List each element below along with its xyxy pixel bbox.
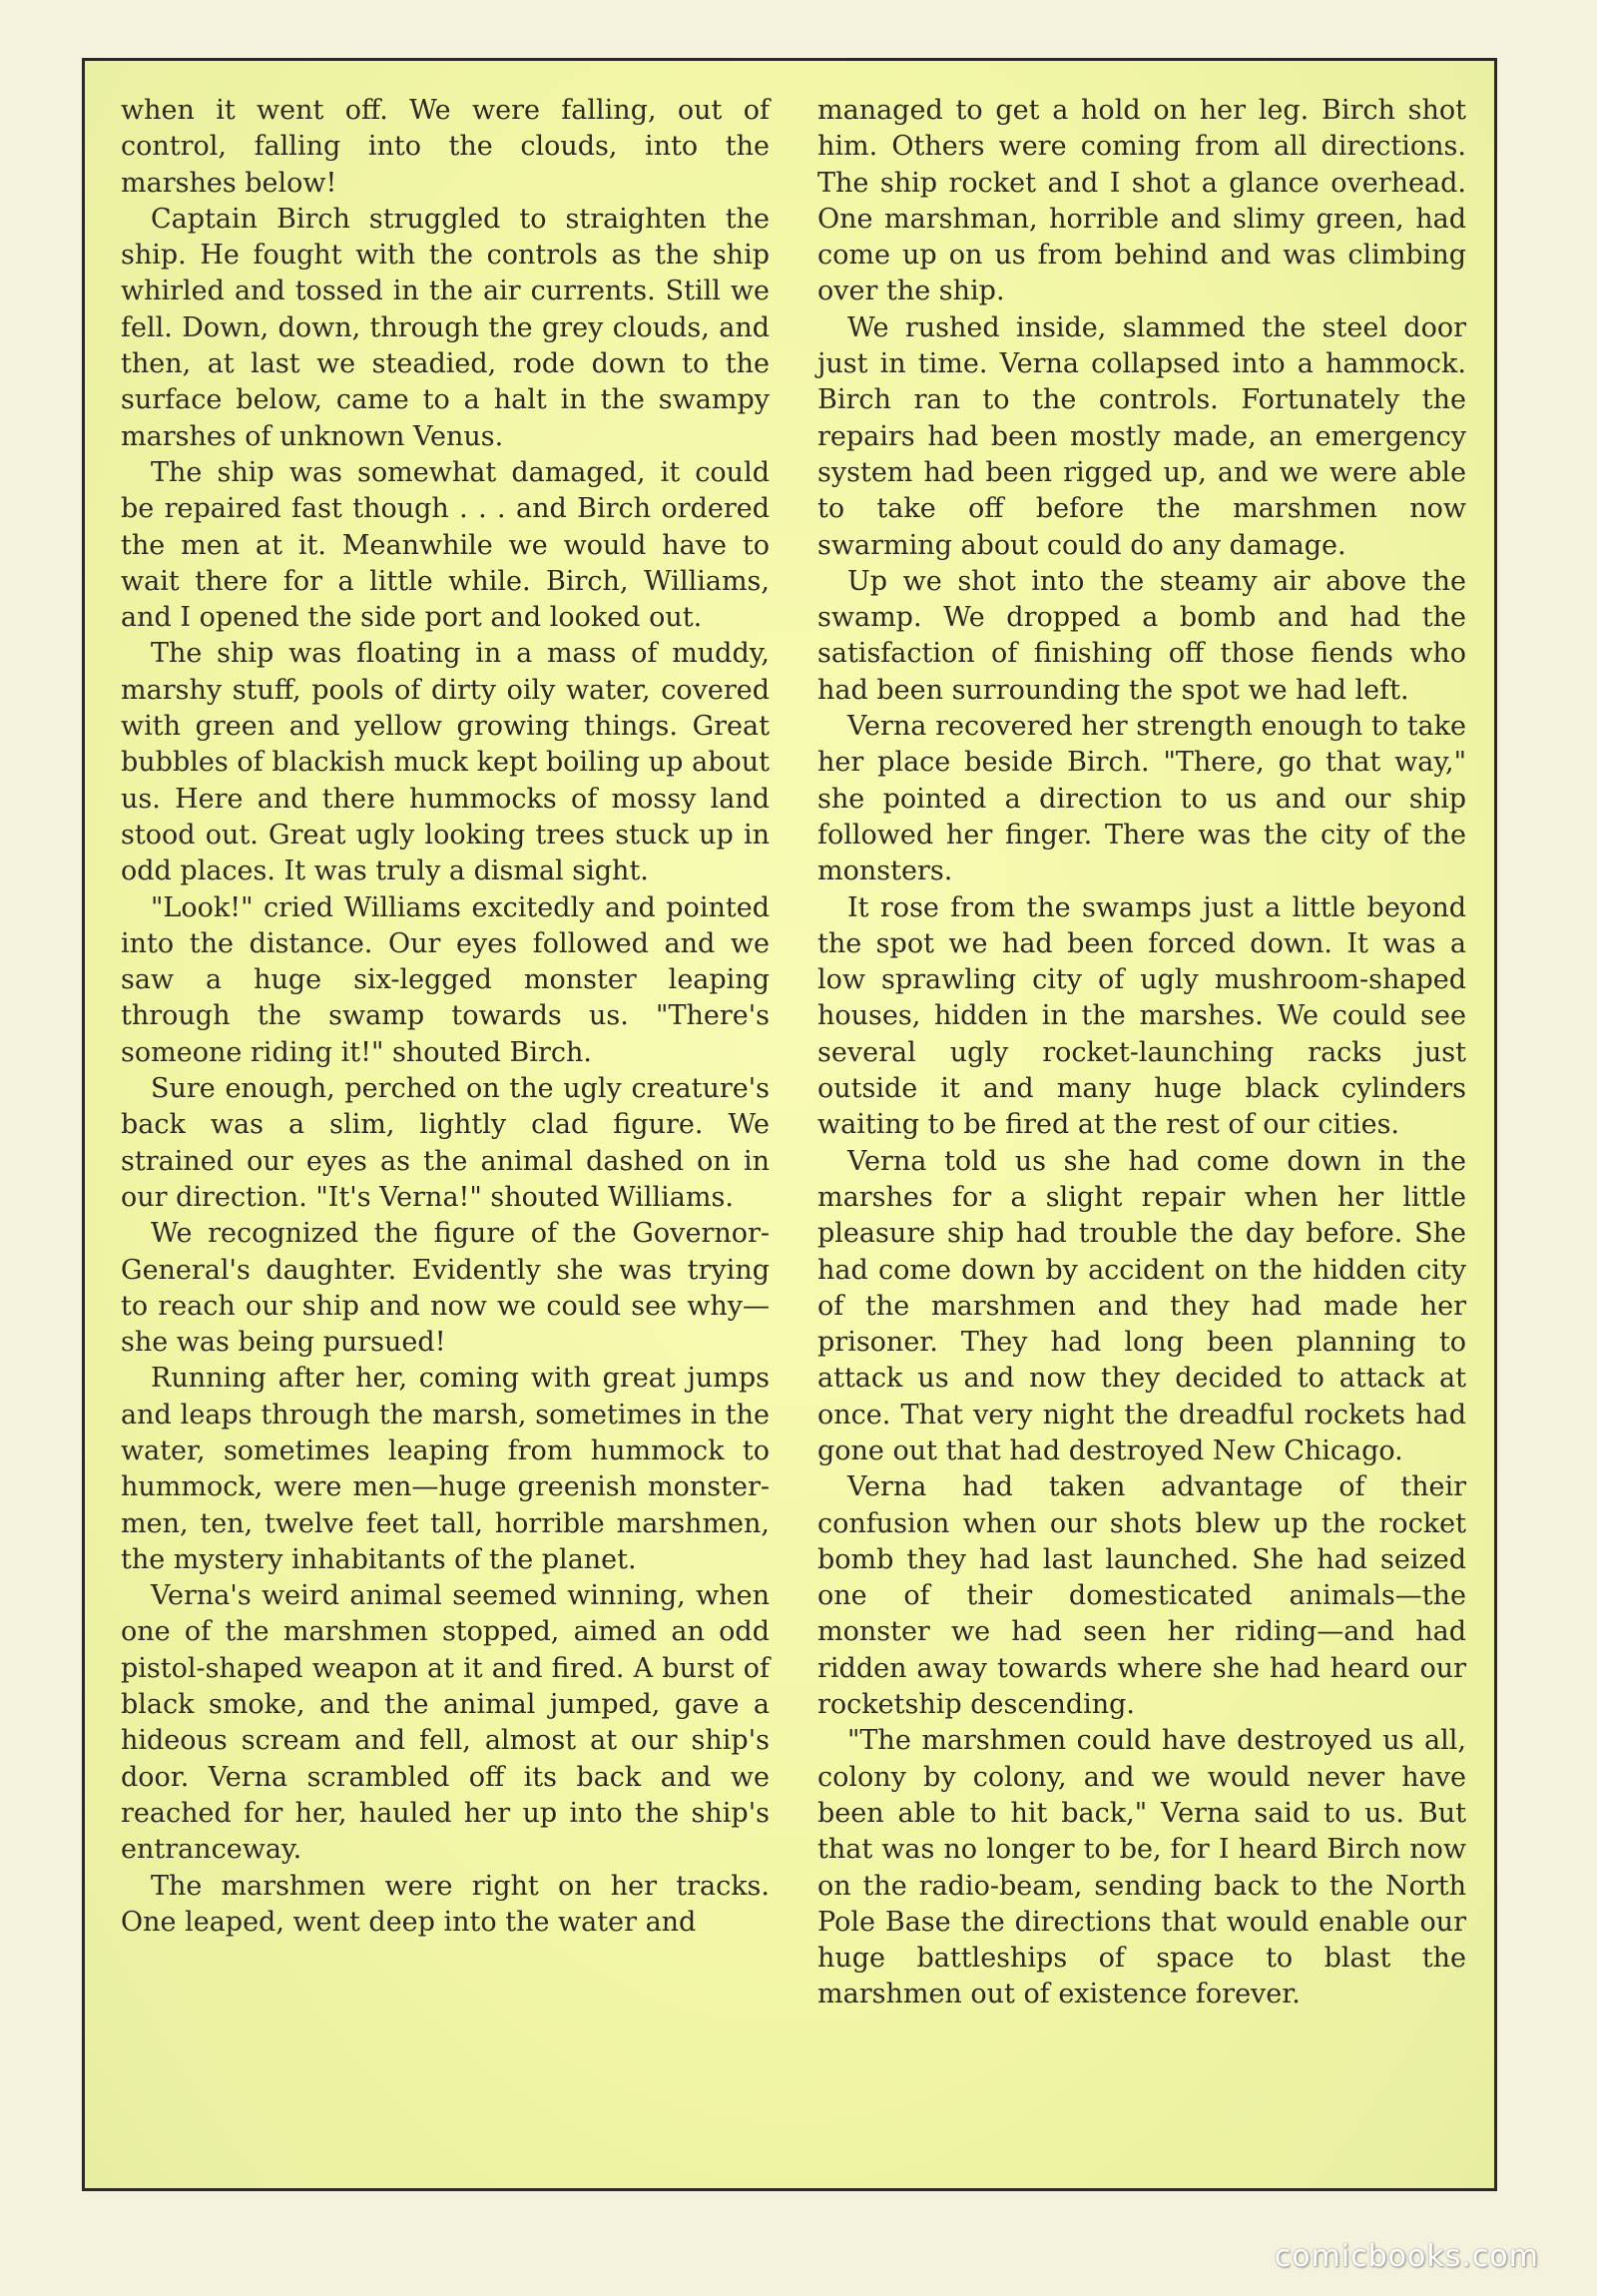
story-text-panel (82, 58, 1497, 2191)
paragraph: The marshmen were right on her tracks. One leaped, went deep into the water and (121, 1870, 770, 1938)
paragraph: We rushed inside, slammed the steel door just in time. Verna collapsed into a hammock. Birch ran to the controls. Fortunately the repairs had been mostly made, an emergency system had been rigged up, and we were able to take off before the marshmen now swarming about could do any damage. (817, 311, 1466, 561)
paragraph: "Look!" cried Williams excitedly and pointed into the distance. Our eyes followed and we saw a huge six-legged monster leaping through the swamp towards us. "There's someone riding it!" shouted Birch. (121, 891, 770, 1068)
paragraph: Verna had taken advantage of their confusion when our shots blew up the rocket bomb they had last launched. She had seized one of their domesticated animals—the monster we had seen her riding—and had ridden away towards where she had heard our rocketship descending. (817, 1471, 1466, 1721)
paragraph: We recognized the figure of the Governor-General's daughter. Evidently she was trying to reach our ship and now we could see why—she was being pursued! (121, 1218, 770, 1359)
paragraph: Verna's weird animal seemed winning, when one of the marshmen stopped, aimed an odd pistol-shaped weapon at it and fired. A burst of black smoke, and the animal jumped, gave a hideous scream and fell, almost at our ship's door. Verna scrambled off its back and we reached for her, hauled her up into the ship's entranceway. (121, 1580, 770, 1866)
paragraph: managed to get a hold on her leg. Birch shot him. Others were coming from all directions. The ship rocket and I shot a glance overhead. One marshman, horrible and slimy green, had come up on us from behind and was climbing over the ship. (817, 95, 1466, 307)
paragraph: Running after her, coming with great jumps and leaps through the marsh, sometimes in the water, sometimes leaping from hummock to hummock, were men—huge greenish monster-men, ten, twelve feet tall, horrible marshmen, the mystery inhabitants of the planet. (121, 1363, 770, 1575)
paragraph: The ship was somewhat damaged, it could be repaired fast though . . . and Birch ordered the men at it. Meanwhile we would have to wait there for a little while. Birch, Williams, and I opened the side port and looked out. (121, 456, 770, 634)
site-watermark: comicbooks.com (1274, 2239, 1539, 2274)
paragraph: It rose from the swamps just a little beyond the spot we had been forced down. It was a low sprawling city of ugly mushroom-shaped houses, hidden in the marshes. We could see several ugly rocket-launching racks just outside it and many huge black cylinders waiting to be fired at the rest of our cities. (817, 891, 1466, 1141)
paragraph: "The marshmen could have destroyed us all, colony by colony, and we would never have been able to hit back," Verna said to us. But that was no longer to be, for I heard Birch now on the radio-beam, sending back to the North Pole Base the directions that would enable our huge battleships of space to blast the marshmen out of existence forever. (817, 1725, 1466, 2010)
paragraph: The ship was floating in a mass of muddy, marshy stuff, pools of dirty oily water, covered with green and yellow growing things. Great bubbles of blackish muck kept boiling up about us. Here and there hummocks of mossy land stood out. Great ugly looking trees stuck up in odd places. It was truly a dismal sight. (121, 638, 770, 887)
paragraph: Verna told us she had come down in the marshes for a slight repair when her little pleasure ship had trouble the day before. She had come down by accident on the hidden city of the marshmen and they had made her prisoner. They had long been planning to attack us and now they decided to attack at once. That very night the dreadful rockets had gone out that had destroyed New Chicago. (817, 1145, 1466, 1466)
paragraph: when it went off. We were falling, out of control, falling into the clouds, into the marshes below! (121, 95, 770, 199)
right-text-column (817, 93, 1466, 2013)
paragraph: Sure enough, perched on the ugly creature's back was a slim, lightly clad figure. We strained our eyes as the animal dashed on in our direction. "It's Verna!" shouted Williams. (121, 1073, 770, 1213)
paragraph: Captain Birch struggled to straighten the ship. He fought with the controls as the ship whirled and tossed in the air currents. Still we fell. Down, down, through the grey clouds, and then, at last we steadied, rode down to the surface below, came to a halt in the swampy marshes of unknown Venus. (121, 203, 770, 452)
paragraph: Verna recovered her strength enough to take her place beside Birch. "There, go that way," she pointed a direction to us and our ship followed her finger. There was the city of the monsters. (817, 711, 1466, 887)
paragraph: Up we shot into the steamy air above the swamp. We dropped a bomb and had the satisfaction of finishing off those fiends who had been surrounding the spot we had left. (817, 565, 1466, 706)
left-text-column (121, 93, 770, 1941)
